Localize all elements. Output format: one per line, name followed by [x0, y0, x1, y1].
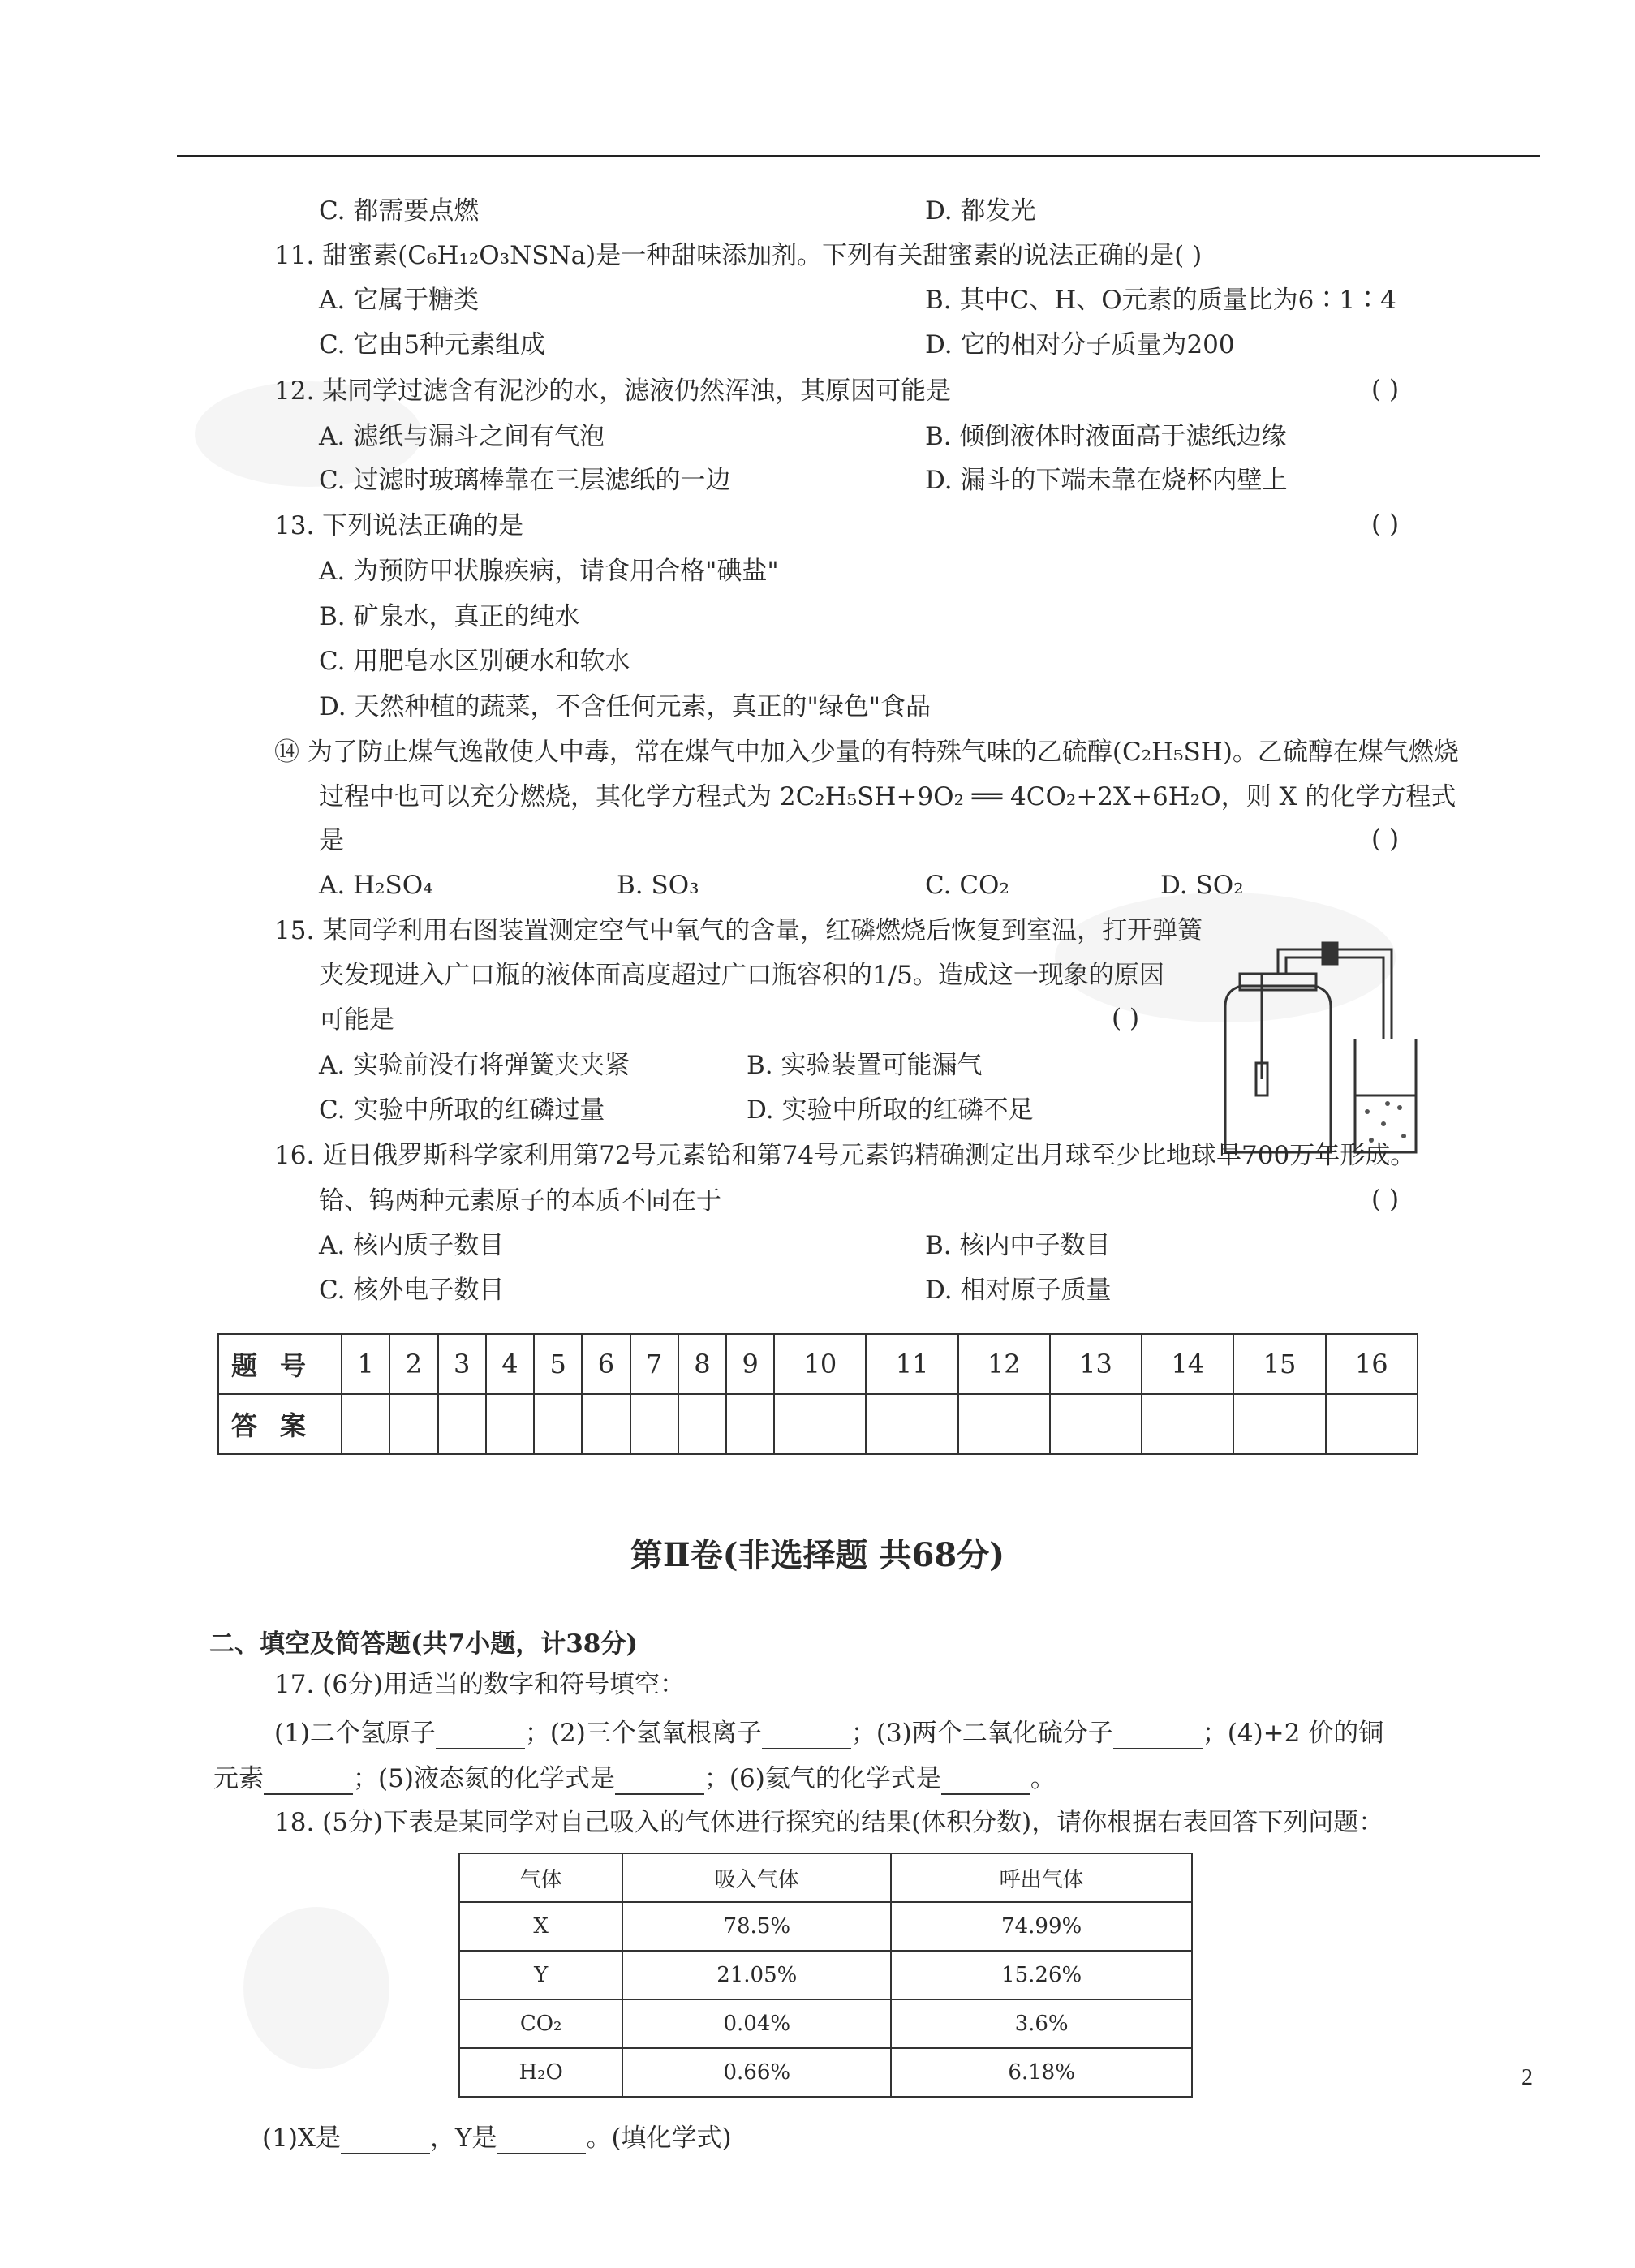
- table-header-exhaled: 呼出气体: [891, 1853, 1192, 1902]
- q12-option-c: C. 过滤时玻璃棒靠在三层滤纸的一边: [319, 466, 731, 495]
- q13-option-d: D. 天然种植的蔬菜，不含任何元素，真正的"绿色"食品: [319, 692, 931, 721]
- answer-cell[interactable]: [630, 1394, 678, 1454]
- top-rule: [177, 155, 1540, 157]
- table-row: [459, 1902, 1192, 1951]
- answer-cell[interactable]: [866, 1394, 957, 1454]
- breath-gas-table: [458, 1853, 1193, 2098]
- q16-bracket: ( ): [1371, 1185, 1400, 1214]
- q17-line-2: [213, 1762, 1056, 1795]
- q18-sub-1-b: ，Y是: [429, 2124, 497, 2153]
- answer-cell[interactable]: [389, 1394, 437, 1454]
- answer-cell[interactable]: [678, 1394, 726, 1454]
- q15-stem-2: 夹发现进入广口瓶的液体面高度超过广口瓶容积的1/5。造成这一现象的原因: [319, 961, 1164, 990]
- q14-stem-1: ⑭ 为了防止煤气逸散使人中毒，常在煤气中加入少量的有特殊气味的乙硫醇(C₂H₅SH)。乙硫醇在煤气燃烧: [274, 738, 1459, 767]
- answer-blank[interactable]: [615, 1769, 704, 1795]
- q11-option-a: A. 它属于糖类: [319, 286, 480, 315]
- question-number-header: 题号: [218, 1334, 342, 1394]
- answer-blank[interactable]: [1113, 1724, 1203, 1749]
- q17-part-2: ；(2)三个氢氧根离子: [524, 1719, 762, 1748]
- q17-stem: 17. (6分)用适当的数字和符号填空：: [274, 1670, 686, 1699]
- gas-name: CO₂: [459, 1999, 622, 2048]
- answer-cell[interactable]: [1326, 1394, 1418, 1454]
- question-number-cell: 12: [958, 1334, 1050, 1394]
- q15-stem-3: 可能是: [319, 1005, 394, 1035]
- answer-blank[interactable]: [497, 2128, 586, 2154]
- answer-cell[interactable]: [958, 1394, 1050, 1454]
- section-title: 第Ⅱ卷(非选择题 共68分): [630, 1536, 1005, 1574]
- answer-blank[interactable]: [341, 2128, 430, 2154]
- q14-option-c: C. CO₂: [925, 871, 1009, 900]
- question-number-cell: 4: [486, 1334, 534, 1394]
- q11-option-b: B. 其中C、H、O元素的质量比为6∶1∶4: [925, 286, 1396, 315]
- exhaled-value: 15.26%: [891, 1951, 1192, 1999]
- question-number-cell: 9: [726, 1334, 774, 1394]
- q17-part-7: ；(6)氦气的化学式是: [703, 1764, 941, 1793]
- question-number-cell: 3: [438, 1334, 486, 1394]
- q12-option-d: D. 漏斗的下端未靠在烧杯内壁上: [925, 466, 1288, 495]
- question-number-cell: 14: [1142, 1334, 1233, 1394]
- q14-option-b: B. SO₃: [617, 871, 699, 900]
- q10-option-c: C. 都需要点燃: [319, 196, 480, 226]
- answer-cell[interactable]: [1142, 1394, 1233, 1454]
- q14-option-d: D. SO₂: [1160, 871, 1244, 900]
- table-row: [459, 1853, 1192, 1902]
- table-row: [459, 2048, 1192, 2097]
- exhaled-value: 3.6%: [891, 1999, 1192, 2048]
- q16-stem-1: 16. 近日俄罗斯科学家利用第72号元素铪和第74号元素钨精确测定出月球至少比地球早700万年形成。: [274, 1141, 1416, 1170]
- q12-stem: 12. 某同学过滤含有泥沙的水，滤液仍然浑浊，其原因可能是: [274, 377, 952, 406]
- exhaled-value: 6.18%: [891, 2048, 1192, 2097]
- q14-stem-3: 是: [319, 826, 344, 855]
- q18-sub-1: [262, 2122, 732, 2154]
- q18-sub-1-a: (1)X是: [262, 2124, 341, 2153]
- q16-option-c: C. 核外电子数目: [319, 1276, 505, 1305]
- answer-cell[interactable]: [774, 1394, 866, 1454]
- exhaled-value: 74.99%: [891, 1902, 1192, 1951]
- q17-part-6: ；(5)液态氮的化学式是: [353, 1764, 615, 1793]
- table-row: [218, 1334, 1418, 1394]
- question-number-cell: 2: [389, 1334, 437, 1394]
- question-number-cell: 7: [630, 1334, 678, 1394]
- inhaled-value: 78.5%: [622, 1902, 891, 1951]
- q10-option-d: D. 都发光: [925, 196, 1036, 226]
- q17-part-3: ；(3)两个二氧化硫分子: [850, 1719, 1113, 1748]
- q17-line-1: [274, 1717, 1383, 1749]
- q17-part-5: 元素: [213, 1764, 264, 1793]
- q14-bracket: ( ): [1371, 824, 1400, 854]
- scan-smudge: [243, 1907, 389, 2069]
- question-number-cell: 13: [1050, 1334, 1142, 1394]
- answer-cell[interactable]: [1050, 1394, 1142, 1454]
- oxygen-apparatus-diagram: [1209, 941, 1420, 1160]
- q14-stem-2: 过程中也可以充分燃烧，其化学方程式为 2C₂H₅SH+9O₂ ══ 4CO₂+2X+6H₂O，则 X 的化学方程式: [319, 782, 1456, 811]
- answer-blank[interactable]: [941, 1769, 1030, 1795]
- table-header-inhaled: 吸入气体: [622, 1853, 891, 1902]
- q17-part-8: 。: [1030, 1764, 1056, 1793]
- inhaled-value: 0.66%: [622, 2048, 891, 2097]
- question-number-cell: 1: [342, 1334, 389, 1394]
- table-row: [218, 1394, 1418, 1454]
- q13-bracket: ( ): [1371, 510, 1400, 539]
- question-number-cell: 15: [1233, 1334, 1325, 1394]
- q11-option-d: D. 它的相对分子质量为200: [925, 330, 1235, 359]
- q13-stem: 13. 下列说法正确的是: [274, 511, 524, 540]
- q15-option-c: C. 实验中所取的红磷过量: [319, 1095, 605, 1125]
- q12-option-a: A. 滤纸与漏斗之间有气泡: [319, 422, 605, 451]
- table-header-gas: 气体: [459, 1853, 622, 1902]
- question-number-cell: 5: [534, 1334, 582, 1394]
- q11-stem: 11. 甜蜜素(C₆H₁₂O₃NSNa)是一种甜味添加剂。下列有关甜蜜素的说法正确的是( ): [274, 241, 1203, 270]
- answer-table: [217, 1333, 1418, 1455]
- q16-option-b: B. 核内中子数目: [925, 1231, 1111, 1260]
- answer-blank[interactable]: [436, 1724, 525, 1749]
- q12-bracket: ( ): [1371, 375, 1400, 404]
- part-title: 二、填空及简答题(共7小题，计38分): [209, 1629, 639, 1659]
- q15-bracket: ( ): [1112, 1004, 1140, 1033]
- q16-option-d: D. 相对原子质量: [925, 1276, 1112, 1305]
- answer-cell[interactable]: [486, 1394, 534, 1454]
- question-number-cell: 8: [678, 1334, 726, 1394]
- q15-option-a: A. 实验前没有将弹簧夹夹紧: [319, 1051, 630, 1080]
- answer-blank[interactable]: [264, 1769, 353, 1795]
- answer-blank[interactable]: [762, 1724, 851, 1749]
- table-row: [459, 1951, 1192, 1999]
- inhaled-value: 21.05%: [622, 1951, 891, 1999]
- q13-option-a: A. 为预防甲状腺疾病，请食用合格"碘盐": [319, 557, 779, 586]
- answer-header: 答案: [218, 1394, 342, 1454]
- answer-cell[interactable]: [534, 1394, 582, 1454]
- question-number-cell: 11: [866, 1334, 957, 1394]
- answer-cell[interactable]: [726, 1394, 774, 1454]
- q13-option-b: B. 矿泉水，真正的纯水: [319, 602, 580, 631]
- question-number-cell: 6: [582, 1334, 630, 1394]
- q14-option-a: A. H₂SO₄: [319, 871, 433, 900]
- q17-part-4: ；(4)+2 价的铜: [1202, 1719, 1384, 1748]
- q15-option-d: D. 实验中所取的红磷不足: [747, 1095, 1034, 1125]
- question-number-cell: 16: [1326, 1334, 1418, 1394]
- answer-cell[interactable]: [1233, 1394, 1325, 1454]
- gas-name: H₂O: [459, 2048, 622, 2097]
- answer-cell[interactable]: [582, 1394, 630, 1454]
- q16-stem-2: 铪、钨两种元素原子的本质不同在于: [319, 1186, 721, 1216]
- q12-option-b: B. 倾倒液体时液面高于滤纸边缘: [925, 422, 1287, 451]
- gas-name: Y: [459, 1951, 622, 1999]
- q11-option-c: C. 它由5种元素组成: [319, 330, 546, 359]
- table-row: [459, 1999, 1192, 2048]
- answer-cell[interactable]: [342, 1394, 389, 1454]
- q16-option-a: A. 核内质子数目: [319, 1231, 505, 1260]
- q13-option-c: C. 用肥皂水区别硬水和软水: [319, 647, 630, 676]
- q18-stem: 18. (5分)下表是某同学对自己吸入的气体进行探究的结果(体积分数)，请你根据右表回答下列问题：: [274, 1808, 1384, 1837]
- q15-stem-1: 15. 某同学利用右图装置测定空气中氧气的含量，红磷燃烧后恢复到室温，打开弹簧: [274, 916, 1203, 945]
- answer-cell[interactable]: [438, 1394, 486, 1454]
- q15-option-b: B. 实验装置可能漏气: [747, 1051, 983, 1080]
- page-number: 2: [1521, 2065, 1533, 2090]
- q17-part-1: (1)二个氢原子: [274, 1719, 436, 1748]
- gas-name: X: [459, 1902, 622, 1951]
- inhaled-value: 0.04%: [622, 1999, 891, 2048]
- question-number-cell: 10: [774, 1334, 866, 1394]
- q18-sub-1-c: 。(填化学式): [586, 2124, 732, 2153]
